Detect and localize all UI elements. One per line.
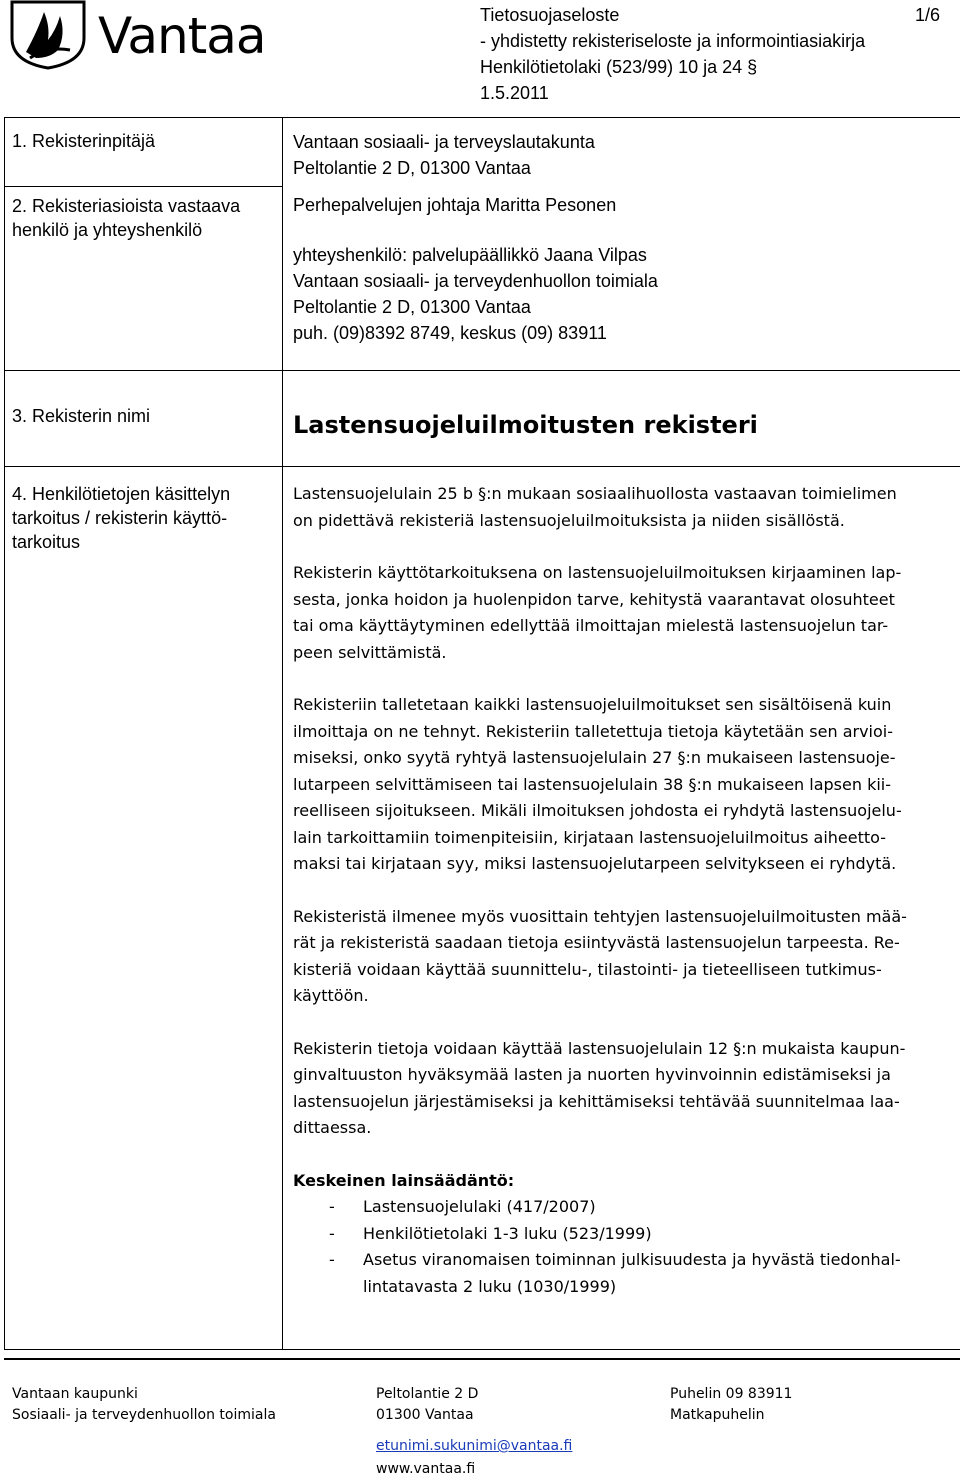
text-line: käyttöön.: [293, 986, 369, 1005]
label-line: 2. Rekisteriasioista vastaava: [12, 196, 241, 216]
table-column-divider: [282, 117, 283, 1350]
email-link[interactable]: etunimi.sukunimi@vantaa.fi: [376, 1438, 573, 1454]
effective-date: 1.5.2011: [480, 83, 549, 103]
table-bottom-border: [4, 1349, 960, 1350]
contact-address: Peltolantie 2 D, 01300 Vantaa: [293, 297, 531, 317]
text-line: miseksi, onko syytä ryhtyä lastensuojelulain 27 §:n mukaiseen lastensuoje-: [293, 748, 896, 767]
section-4-content: [293, 481, 955, 1300]
paragraph: [293, 481, 955, 534]
label-line: tarkoitus: [12, 532, 81, 552]
text-line: lastensuojelun järjestämiseksi ja kehittämiseksi tehtävää suunnitelmaa laa-: [293, 1091, 900, 1111]
footer-line: Peltolantie 2 D: [376, 1386, 479, 1402]
section-2-content: [293, 192, 658, 346]
laws-heading: Keskeinen lainsäädäntö:: [293, 1170, 515, 1190]
text-line: tai oma käyttäytyminen edellyttää ilmoittajan mielestä lastensuojelun tar-: [293, 616, 889, 635]
laws-list: [293, 1194, 955, 1300]
text-line: on pidettävä rekisteriä lastensuojeluilmoituksista ja niiden sisällöstä.: [293, 510, 845, 530]
text-line: Rekisteristä ilmenee myös vuosittain tehtyjen lastensuojeluilmoitusten mää-: [293, 906, 907, 926]
vantaa-coat-of-arms-logo: [10, 0, 86, 70]
text-line: lutarpeen selvittämiseen tai lastensuojelulain 38 §:n mukaiseen lapsen kii-: [293, 774, 892, 794]
text-line: maksi tai kirjataan syy, miksi lastensuojelutarpeen selvitykseen ei ryhdytä.: [293, 854, 897, 873]
text-line: dittaessa.: [293, 1118, 372, 1137]
text-line: sesta, jonka hoidon ja huolenpidon tarve, kehitystä vaarantavat olosuhteet: [293, 589, 895, 609]
section-1-content: [293, 129, 595, 181]
section-1-label: 1. Rekisterinpitäjä: [12, 131, 156, 151]
doc-subtitle: - yhdistetty rekisteriseloste ja informointiasiakirja: [480, 31, 866, 51]
list-dash: -: [329, 1250, 335, 1269]
text-line: peen selvittämistä.: [293, 642, 447, 662]
register-name: Lastensuojeluilmoitusten rekisteri: [293, 411, 758, 439]
law-text: Henkilötietolaki 1-3 luku (523/1999): [363, 1223, 652, 1243]
footer-line: Puhelin 09 83911: [670, 1386, 793, 1402]
label-line: 4. Henkilötietojen käsittelyn: [12, 484, 231, 504]
text-line: kisteriä voidaan käyttää suunnittelu-, tilastointi- ja tieteelliseen tutkimus-: [293, 959, 882, 979]
footer-address: [376, 1384, 572, 1480]
law-item: [293, 1221, 955, 1248]
footer-separator: [4, 1358, 960, 1360]
law-reference: Henkilötietolaki (523/99) 10 ja 24 §: [480, 57, 758, 77]
contact-person: yhteyshenkilö: palvelupäällikkö Jaana Vilpas: [293, 245, 647, 265]
law-text: Asetus viranomaisen toiminnan julkisuudesta ja hyvästä tiedonhal-: [363, 1250, 901, 1269]
footer-line: Matkapuhelin: [670, 1407, 765, 1423]
controller-name: Vantaan sosiaali- ja terveyslautakunta: [293, 132, 595, 152]
law-text: lintatavasta 2 luku (1030/1999): [363, 1276, 617, 1296]
law-text: Lastensuojelulaki (417/2007): [363, 1197, 596, 1216]
paragraph: [293, 1036, 955, 1142]
table-top-border: [4, 117, 960, 118]
list-dash: -: [329, 1197, 335, 1216]
controller-address: Peltolantie 2 D, 01300 Vantaa: [293, 158, 531, 178]
label-line: tarkoitus / rekisterin käyttö-: [12, 508, 228, 528]
document-header: [480, 2, 865, 106]
section-3-label: 3. Rekisterin nimi: [12, 406, 151, 426]
text-line: Rekisteriin talletetaan kaikki lastensuojeluilmoitukset sen sisältöisenä kuin: [293, 695, 892, 714]
text-line: rät ja rekisteristä saadaan tietoja esiintyvästä lastensuojelun tarpeesta. Re-: [293, 933, 900, 952]
footer-phone: [670, 1384, 792, 1426]
paragraph: [293, 904, 955, 1010]
footer-line: 01300 Vantaa: [376, 1407, 474, 1423]
footer-organization: [12, 1384, 276, 1426]
text-line: reelliseen sijoitukseen. Mikäli ilmoituksen johdosta ei ryhdytä lastensuojelu-: [293, 801, 902, 820]
table-row-divider: [4, 370, 960, 371]
section-2-label: [12, 194, 240, 242]
section-4-label: [12, 482, 230, 554]
text-line: Rekisterin tietoja voidaan käyttää lastensuojelulain 12 §:n mukaista kaupun-: [293, 1038, 906, 1058]
text-line: ginvaltuuston hyväksymää lasten ja nuorten hyvinvoinnin edistämiseksi ja: [293, 1065, 891, 1084]
doc-title: Tietosuojaseloste: [480, 5, 620, 25]
table-left-border: [4, 117, 5, 1350]
law-item: [293, 1247, 955, 1300]
page-number: 1/6: [914, 5, 940, 25]
table-row-divider: [4, 466, 960, 467]
paragraph: [293, 692, 955, 878]
text-line: Rekisterin käyttötarkoituksena on lastensuojeluilmoituksen kirjaaminen lap-: [293, 563, 902, 582]
footer-line: Vantaan kaupunki: [12, 1386, 138, 1402]
responsible-person: Perhepalvelujen johtaja Maritta Pesonen: [293, 195, 617, 215]
text-line: ilmoittaja on ne tehnyt. Rekisteriin talletettuja tietoja käytetään sen arvioi-: [293, 721, 894, 741]
law-item: [293, 1194, 955, 1221]
text-line: Lastensuojelulain 25 b §:n mukaan sosiaalihuollosta vastaavan toimielimen: [293, 484, 897, 503]
list-dash: -: [329, 1223, 335, 1243]
contact-organization: Vantaan sosiaali- ja terveydenhuollon toimiala: [293, 271, 658, 291]
text-line: lain tarkoittamiin toimenpiteisiin, kirjataan lastensuojeluilmoitus aiheetto-: [293, 827, 887, 847]
paragraph: [293, 560, 955, 666]
logo-wordmark: Vantaa: [98, 7, 266, 65]
footer-line: Sosiaali- ja terveydenhuollon toimiala: [12, 1407, 276, 1423]
label-line: henkilö ja yhteyshenkilö: [12, 220, 203, 240]
contact-phone: puh. (09)8392 8749, keskus (09) 83911: [293, 323, 607, 343]
website-text: www.vantaa.fi: [376, 1461, 476, 1477]
table-row-divider: [4, 186, 282, 187]
